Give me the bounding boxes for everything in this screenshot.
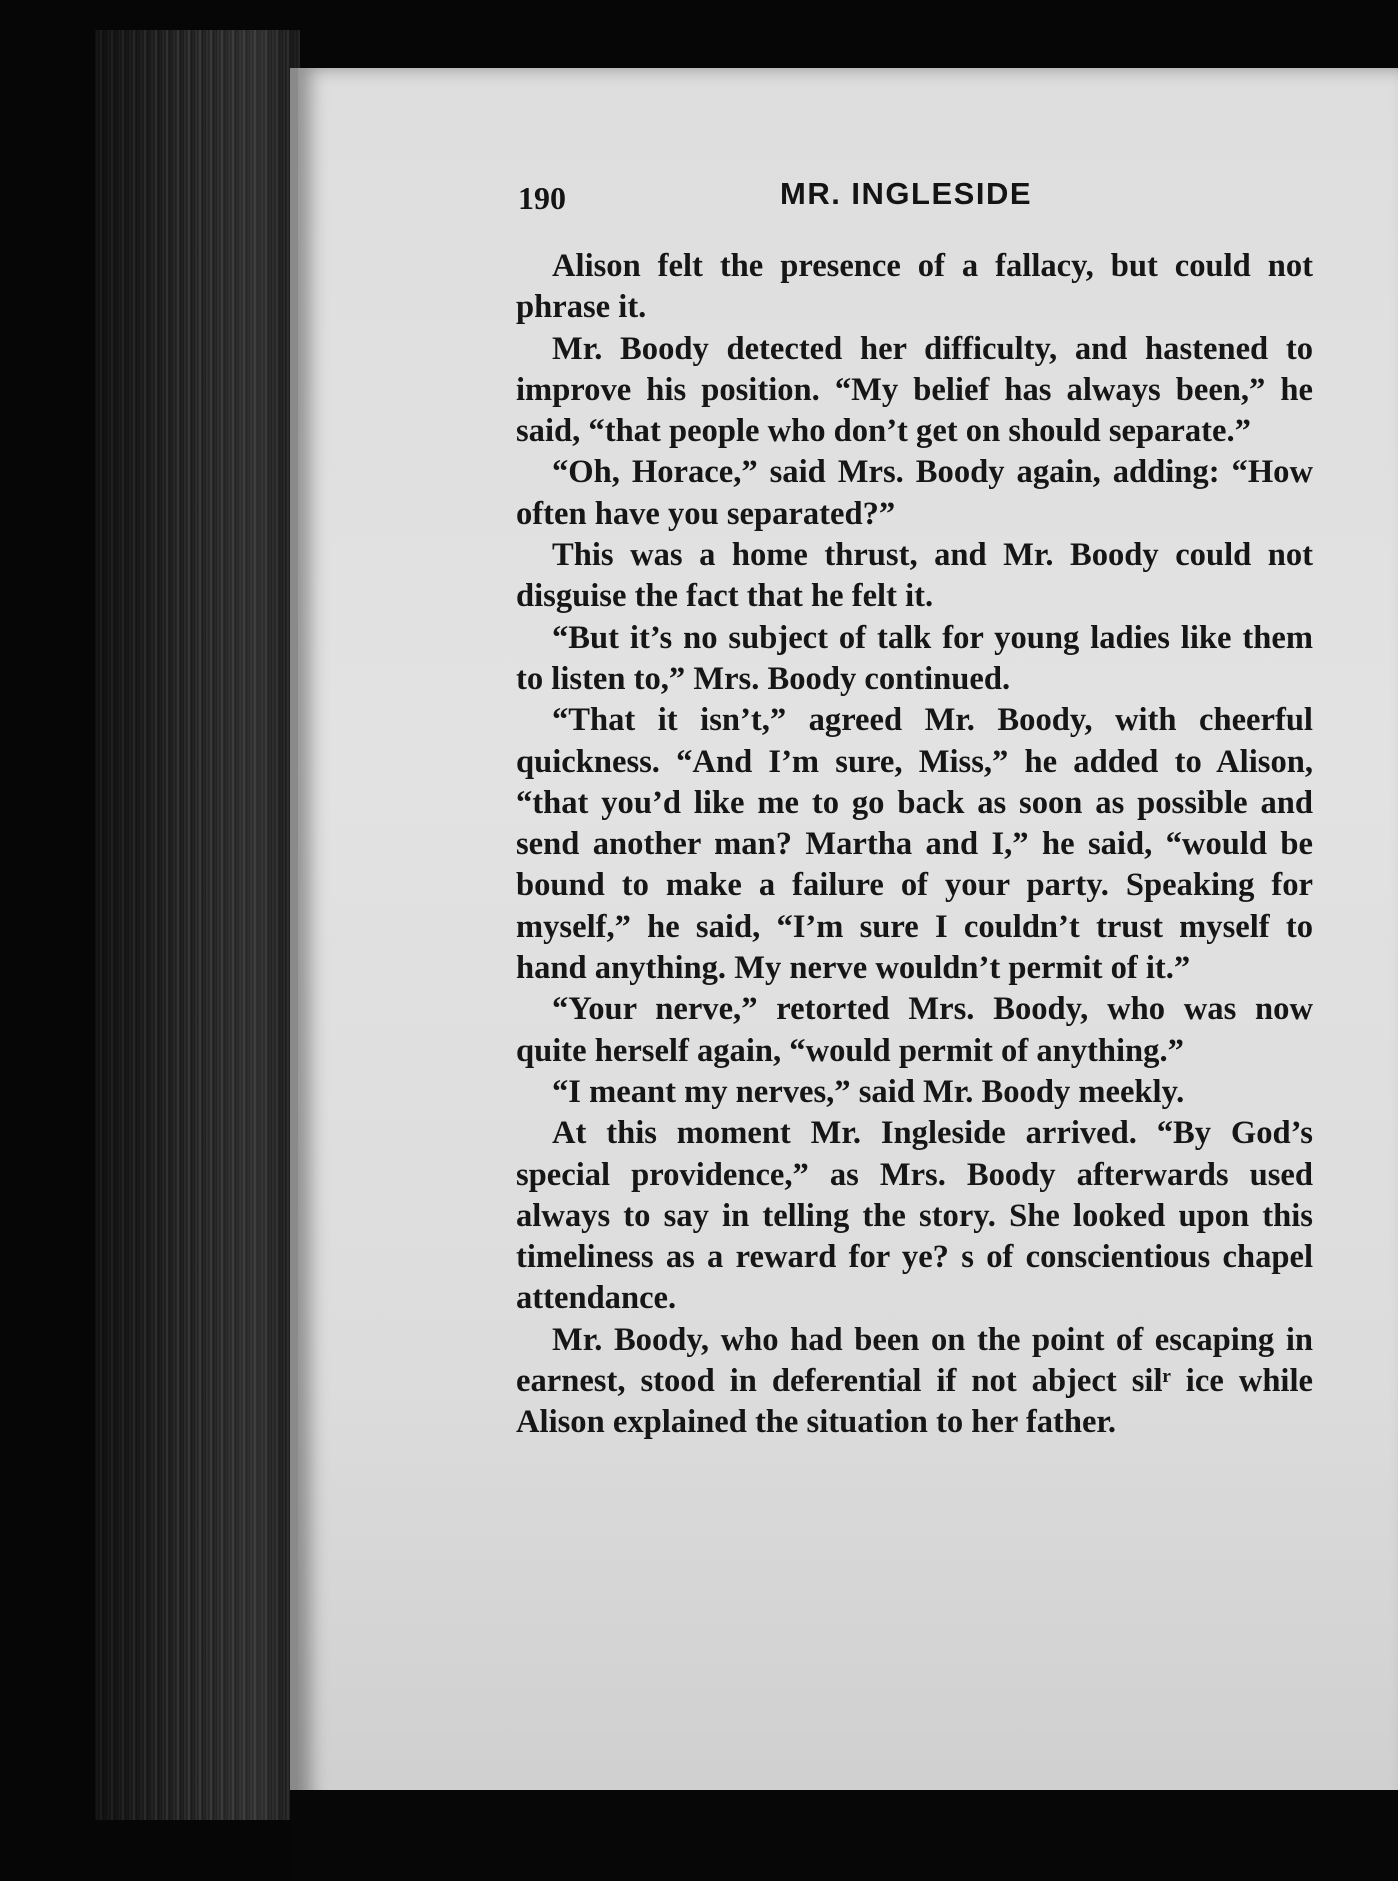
body-text [516, 246, 1313, 1444]
page-number: 190 [518, 180, 566, 216]
paragraph: Mr. Boody detected her difficulty, and hastened to improve his position. “My belief has always been,” he said, “that people who don’t get on should separate.” [516, 330, 1313, 450]
book-title: MR. INGLESIDE [780, 176, 1033, 211]
paragraph: At this moment Mr. Ingleside arrived. “By God’s special providence,” as Mrs. Boody afterwards used always to say in telling the story. She looked upon this timeliness as a reward for ye? s of conscientious chapel attendance. [516, 1115, 1313, 1317]
running-head [518, 176, 1318, 226]
bottom-shadow [290, 1790, 1398, 1881]
paragraph: “Your nerve,” retorted Mrs. Boody, who was now quite herself again, “would permit of anything.” [516, 991, 1313, 1069]
paragraph: Alison felt the presence of a fallacy, but could not phrase it. [516, 248, 1313, 326]
paragraph: This was a home thrust, and Mr. Boody could not disguise the fact that he felt it. [516, 537, 1313, 615]
paragraph: “But it’s no subject of talk for young ladies like them to listen to,” Mrs. Boody continued. [516, 619, 1313, 697]
page-edges [95, 30, 300, 1820]
paragraph: “That it isn’t,” agreed Mr. Boody, with cheerful quickness. “And I’m sure, Miss,” he added to Alison, “that you’d like me to go back as soon as possible and send another man? Martha and I,” he said, “would be bound to make a failure of your party. Speaking for myself,” he said, “I’m sure I couldn’t trust myself to hand anything. My nerve wouldn’t permit of it.” [516, 702, 1313, 987]
paragraph: “I meant my nerves,” said Mr. Boody meekly. [552, 1073, 1185, 1110]
paragraph: “Oh, Horace,” said Mrs. Boody again, adding: “How often have you separated?” [516, 454, 1313, 532]
paragraph: Mr. Boody, who had been on the point of escaping in earnest, stood in deferential if not abject silʳ ice while Alison explained the situation to her father. [516, 1321, 1313, 1441]
